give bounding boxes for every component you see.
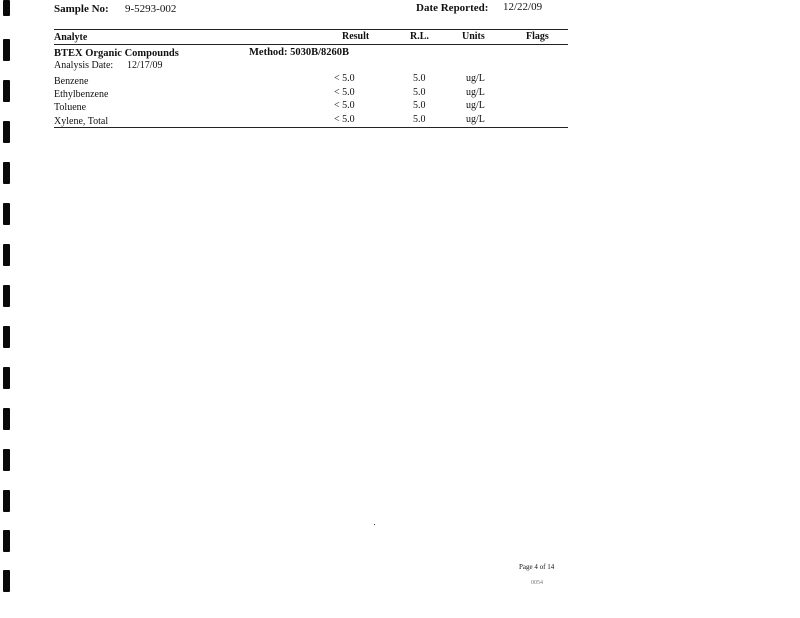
- punch-hole: [3, 162, 10, 184]
- punch-hole: [3, 203, 10, 225]
- column-header-flags: Flags: [526, 31, 549, 42]
- punch-hole: [3, 0, 10, 16]
- analysis-date-label: Analysis Date:: [54, 60, 114, 71]
- units-value: ug/L: [466, 73, 485, 84]
- scan-speck: [374, 524, 375, 525]
- header-rule-top: [54, 29, 568, 30]
- punch-hole: [3, 570, 10, 592]
- result-value: < 5.0: [334, 87, 355, 98]
- result-value: < 5.0: [334, 114, 355, 125]
- column-header-result: Result: [342, 31, 370, 42]
- column-header-units: Units: [462, 31, 485, 42]
- result-value: < 5.0: [334, 100, 355, 111]
- punch-hole: [3, 39, 10, 61]
- document-code: 0054: [531, 580, 543, 586]
- result-value: < 5.0: [334, 73, 355, 84]
- punch-hole: [3, 285, 10, 307]
- table-rule-bottom: [54, 127, 568, 128]
- units-value: ug/L: [466, 114, 485, 125]
- analyte-name: Toluene: [54, 102, 87, 113]
- sample-no-label: Sample No:: [54, 3, 109, 15]
- date-reported-label: Date Reported:: [416, 2, 489, 14]
- rl-value: 5.0: [413, 114, 426, 125]
- units-value: ug/L: [466, 100, 485, 111]
- analyte-name: Xylene, Total: [54, 116, 109, 127]
- punch-hole: [3, 121, 10, 143]
- rl-value: 5.0: [413, 87, 426, 98]
- date-reported-value: 12/22/09: [503, 1, 543, 13]
- punch-hole: [3, 490, 10, 512]
- group-title: BTEX Organic Compounds: [54, 48, 179, 59]
- rl-value: 5.0: [413, 73, 426, 84]
- punch-hole: [3, 244, 10, 266]
- punch-hole: [3, 530, 10, 552]
- punch-hole: [3, 80, 10, 102]
- page-number: Page 4 of 14: [519, 563, 555, 571]
- sample-no-value: 9-5293-002: [125, 3, 177, 15]
- punch-hole: [3, 367, 10, 389]
- punch-hole: [3, 326, 10, 348]
- analyte-name: Ethylbenzene: [54, 89, 109, 100]
- rl-value: 5.0: [413, 100, 426, 111]
- method-label: Method: 5030B/8260B: [249, 47, 350, 58]
- punch-hole: [3, 449, 10, 471]
- column-header-rl: R.L.: [410, 31, 429, 42]
- units-value: ug/L: [466, 87, 485, 98]
- analysis-date-value: 12/17/09: [127, 60, 163, 71]
- analyte-name: Benzene: [54, 76, 89, 87]
- punch-hole: [3, 408, 10, 430]
- column-header-analyte: Analyte: [54, 32, 88, 43]
- header-rule-bottom: [54, 44, 568, 45]
